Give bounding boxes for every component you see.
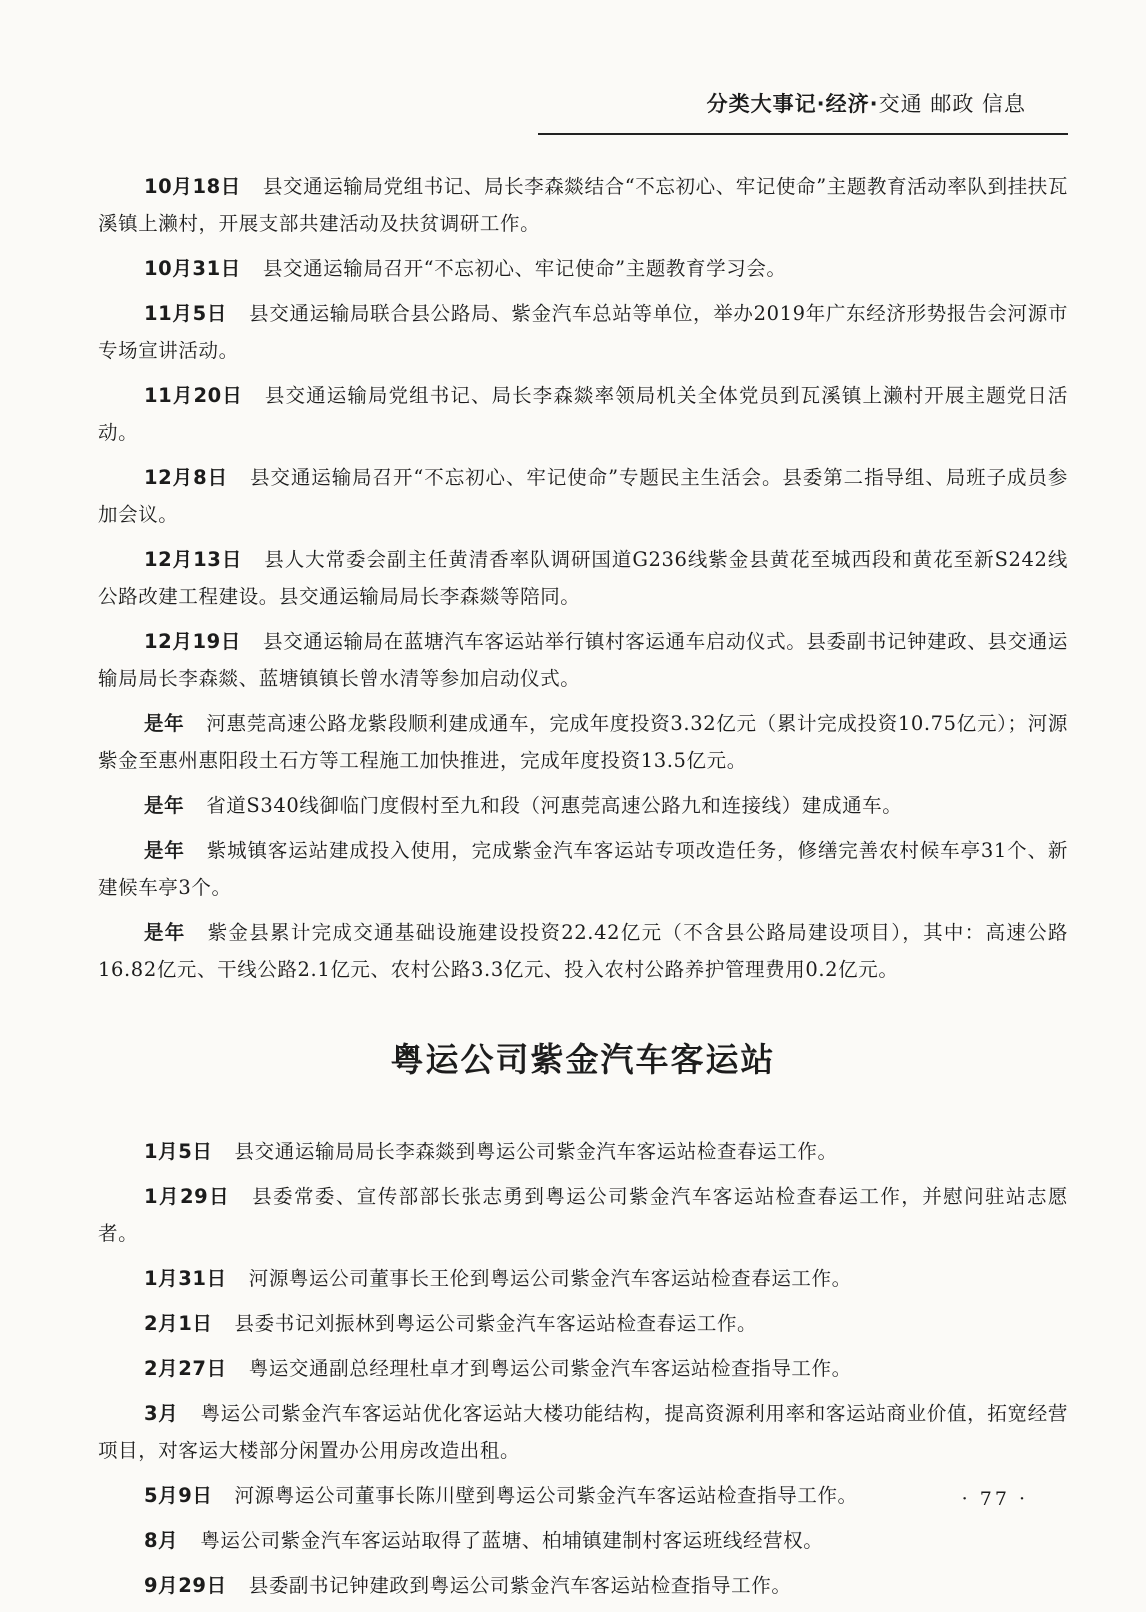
event-entry xyxy=(98,541,1068,615)
event-text: 粤运公司紫金汽车客运站优化客运站大楼功能结构，提高资源利用率和客运站商业价值，拓宽经营项目，对客运大楼部分闲置办公用房改造出租。 xyxy=(98,1402,1068,1462)
event-date: 是年 xyxy=(144,794,185,817)
event-entry xyxy=(98,1522,1068,1559)
event-text: 河源粤运公司董事长王伦到粤运公司紫金汽车客运站检查春运工作。 xyxy=(248,1267,852,1290)
event-entry xyxy=(98,623,1068,697)
event-text: 县交通运输局党组书记、局长李森燚率领局机关全体党员到瓦溪镇上濑村开展主题党日活动。 xyxy=(98,384,1069,444)
event-text: 县交通运输局召开“不忘初心、牢记使命”专题民主生活会。县委第二指导组、局班子成员参加会议。 xyxy=(98,466,1068,526)
event-text: 河惠莞高速公路龙紫段顺利建成通车，完成年度投资3.32亿元（累计完成投资10.75亿元）；河源紫金至惠州惠阳段土石方等工程施工加快推进，完成年度投资13.5亿元。 xyxy=(98,712,1068,772)
event-entry xyxy=(98,295,1068,369)
event-date: 1月31日 xyxy=(144,1267,227,1290)
header-rule xyxy=(538,133,1068,135)
event-date: 1月5日 xyxy=(144,1140,213,1163)
page-content xyxy=(98,168,1068,1612)
event-entry xyxy=(98,914,1068,988)
event-entry xyxy=(98,1395,1068,1469)
event-text: 粤运公司紫金汽车客运站取得了蓝塘、柏埔镇建制村客运班线经营权。 xyxy=(200,1529,824,1552)
event-entry xyxy=(98,1133,1068,1170)
event-date: 是年 xyxy=(144,839,185,862)
event-list-top xyxy=(98,168,1068,988)
event-text: 紫金县累计完成交通基础设施建设投资22.42亿元（不含县公路局建设项目），其中：高速公路16.82亿元、干线公路2.1亿元、农村公路3.3亿元、投入农村公路养护管理费用0.2亿元。 xyxy=(98,921,1068,981)
event-entry xyxy=(98,1477,1068,1514)
event-entry xyxy=(98,787,1068,824)
event-text: 县交通运输局党组书记、局长李森燚结合“不忘初心、牢记使命”主题教育活动率队到挂扶瓦溪镇上濑村，开展支部共建活动及扶贫调研工作。 xyxy=(98,175,1068,235)
event-text: 河源粤运公司董事长陈川壁到粤运公司紫金汽车客运站检查指导工作。 xyxy=(234,1484,858,1507)
event-text: 县委书记刘振林到粤运公司紫金汽车客运站检查春运工作。 xyxy=(234,1312,758,1335)
event-date: 2月27日 xyxy=(144,1357,227,1380)
event-text: 县委常委、宣传部部长张志勇到粤运公司紫金汽车客运站检查春运工作，并慰问驻站志愿者。 xyxy=(98,1185,1068,1245)
event-entry xyxy=(98,377,1068,451)
event-text: 县委副书记钟建政到粤运公司紫金汽车客运站检查指导工作。 xyxy=(248,1574,792,1597)
event-date: 1月29日 xyxy=(144,1185,231,1208)
event-text: 县交通运输局联合县公路局、紫金汽车总站等单位，举办2019年广东经济形势报告会河源市专场宣讲活动。 xyxy=(98,302,1068,362)
event-date: 11月5日 xyxy=(144,302,228,325)
event-text: 粤运交通副总经理杜卓才到粤运公司紫金汽车客运站检查指导工作。 xyxy=(248,1357,852,1380)
event-entry xyxy=(98,168,1068,242)
event-text: 县交通运输局在蓝塘汽车客运站举行镇村客运通车启动仪式。县委副书记钟建政、县交通运输局局长李森燚、蓝塘镇镇长曾水清等参加启动仪式。 xyxy=(98,630,1068,690)
running-header xyxy=(707,88,1026,118)
event-entry xyxy=(98,1567,1068,1604)
event-date: 10月31日 xyxy=(144,257,241,280)
event-entry xyxy=(98,1350,1068,1387)
event-text: 县人大常委会副主任黄清香率队调研国道G236线紫金县黄花至城西段和黄花至新S242线公路改建工程建设。县交通运输局局长李森燚等陪同。 xyxy=(98,548,1068,608)
event-date: 12月8日 xyxy=(144,466,228,489)
event-date: 10月18日 xyxy=(144,175,241,198)
event-date: 2月1日 xyxy=(144,1312,213,1335)
event-date: 12月19日 xyxy=(144,630,241,653)
event-entry xyxy=(98,1178,1068,1252)
event-date: 5月9日 xyxy=(144,1484,213,1507)
event-date: 12月13日 xyxy=(144,548,243,571)
page-number: · 77 · xyxy=(961,1488,1028,1510)
event-date: 11月20日 xyxy=(144,384,243,407)
event-entry xyxy=(98,705,1068,779)
header-section-bold: 分类大事记·经济· xyxy=(706,92,879,116)
event-text: 紫城镇客运站建成投入使用，完成紫金汽车客运站专项改造任务，修缮完善农村候车亭31个、新建候车亭3个。 xyxy=(98,839,1068,899)
section-title: 粤运公司紫金汽车客运站 xyxy=(390,1040,776,1079)
header-section-rest: 交通 邮政 信息 xyxy=(878,92,1026,116)
event-entry xyxy=(98,1305,1068,1342)
event-date: 9月29日 xyxy=(144,1574,227,1597)
event-date: 3月 xyxy=(144,1402,179,1425)
event-entry xyxy=(98,459,1068,533)
event-list-bottom xyxy=(98,1133,1068,1604)
event-date: 8月 xyxy=(144,1529,179,1552)
event-text: 省道S340线御临门度假村至九和段（河惠莞高速公路九和连接线）建成通车。 xyxy=(206,794,903,817)
event-text: 县交通运输局召开“不忘初心、牢记使命”主题教育学习会。 xyxy=(262,257,787,280)
event-date: 是年 xyxy=(144,712,185,735)
event-entry xyxy=(98,250,1068,287)
event-entry xyxy=(98,1260,1068,1297)
event-date: 是年 xyxy=(144,921,186,944)
event-text: 县交通运输局局长李森燚到粤运公司紫金汽车客运站检查春运工作。 xyxy=(234,1140,838,1163)
event-entry xyxy=(98,832,1068,906)
